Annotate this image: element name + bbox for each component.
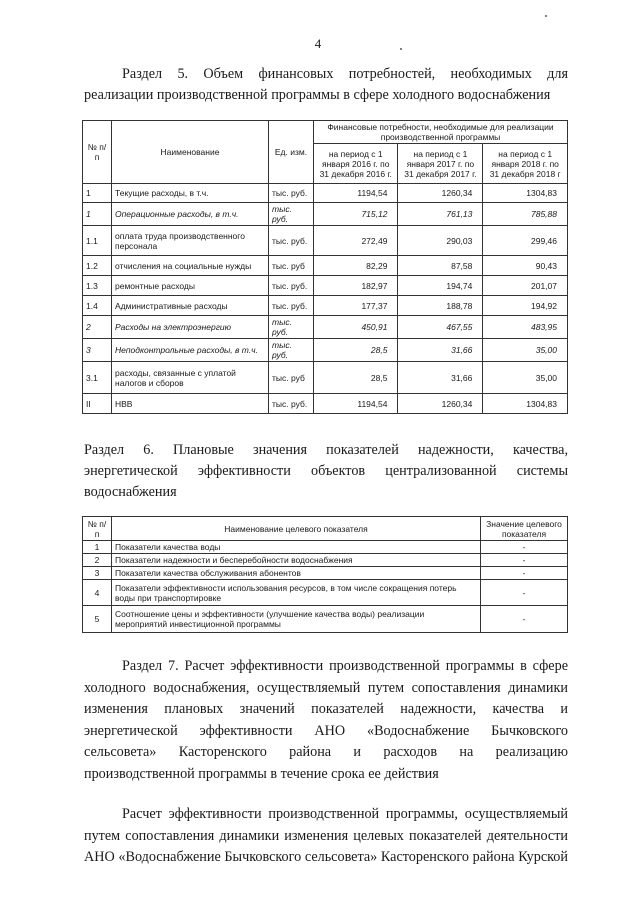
table-row [83,339,568,362]
section6-heading-line2: энергетической эффективности объектов централизованной системы [84,463,568,479]
table-row [83,567,568,580]
row-name: расходы, связанные с уплатой налогов и сборов [112,362,269,394]
row-value-2017: 761,13 [398,203,483,226]
row-name: ремонтные расходы [112,276,269,296]
table-row [83,296,568,316]
row-value: - [481,541,568,554]
row-value-2018: 201,07 [483,276,568,296]
row-num: 1 [83,203,112,226]
col-header-period-2016: на период с 1 января 2016 г. по 31 декабря 2016 г. [314,144,398,184]
row-unit: тыс. руб. [269,203,314,226]
row-name: Показатели качества воды [112,541,481,554]
row-value-2017: 1260,34 [398,394,483,414]
row-unit: тыс. руб. [269,276,314,296]
row-name: Показатели эффективности использования ресурсов, в том числе сокращения потерь воды при транспортировке [112,580,481,606]
col-header-value: Значение целевого показателя [481,517,568,541]
row-name: Соотношение цены и эффективности (улучшение качества воды) реализации мероприятий инвестиционной программы [112,606,481,633]
row-num: 1.1 [83,226,112,256]
row-value-2016: 177,37 [314,296,398,316]
row-value-2016: 1194,54 [314,184,398,203]
table-row [83,203,568,226]
row-name: НВВ [112,394,269,414]
row-unit: тыс. руб. [269,184,314,203]
row-unit: тыс. руб [269,362,314,394]
row-name: Расходы на электроэнергию [112,316,269,339]
section6-heading-line1: Раздел 6. Плановые значения показателей надежности, качества, [84,442,568,458]
row-num: 3.1 [83,362,112,394]
row-value: - [481,580,568,606]
row-num: II [83,394,112,414]
col-header-period-2018: на период с 1 января 2018 г. по 31 декабря 2018 г [483,144,568,184]
row-value-2017: 31,66 [398,339,483,362]
col-header-num: № п/п [83,121,112,184]
row-value-2018: 90,43 [483,256,568,276]
row-value-2016: 272,49 [314,226,398,256]
table-row [83,316,568,339]
row-num: 3 [83,567,112,580]
row-value-2018: 483,95 [483,316,568,339]
row-num: 1 [83,184,112,203]
row-value-2016: 182,97 [314,276,398,296]
row-name: Операционные расходы, в т.ч. [112,203,269,226]
row-name: Административные расходы [112,296,269,316]
row-value-2018: 194,92 [483,296,568,316]
col-header-fin: Финансовые потребности, необходимые для реализации производственной программы [314,121,568,144]
table-row [83,580,568,606]
target-indicators-table [82,516,568,633]
table-row [83,541,568,554]
row-value: - [481,554,568,567]
row-name: Показатели надежности и бесперебойности водоснабжения [112,554,481,567]
row-value-2018: 1304,83 [483,394,568,414]
col-header-unit: Ед. изм. [269,121,314,184]
row-num: 1.4 [83,296,112,316]
row-value: - [481,567,568,580]
row-num: 2 [83,554,112,567]
page-number: 4 [314,36,322,51]
table-row [83,394,568,414]
section5-heading: Раздел 5. Объем финансовых потребностей, необходимых для реализации производственной программы в сфере холодного водоснабжения [84,66,568,103]
col-header-name: Наименование целевого показателя [112,517,481,541]
financial-needs-table [82,120,568,414]
row-value-2017: 188,78 [398,296,483,316]
table-row [83,554,568,567]
row-value-2018: 35,00 [483,339,568,362]
row-value-2017: 194,74 [398,276,483,296]
scan-speck [400,48,402,50]
row-value-2016: 28,5 [314,339,398,362]
row-value-2017: 290,03 [398,226,483,256]
col-header-period-2017: на период с 1 января 2017 г. по 31 декабря 2017 г. [398,144,483,184]
row-value-2017: 467,55 [398,316,483,339]
row-value-2017: 1260,34 [398,184,483,203]
row-value-2018: 785,88 [483,203,568,226]
table-row [83,256,568,276]
row-unit: тыс. руб. [269,296,314,316]
table-row [83,184,568,203]
table-row [83,226,568,256]
row-unit: тыс. руб. [269,394,314,414]
row-num: 1.2 [83,256,112,276]
table-row [83,362,568,394]
row-value: - [481,606,568,633]
table-row [83,606,568,633]
row-value-2016: 28,5 [314,362,398,394]
row-name: Текущие расходы, в т.ч. [112,184,269,203]
row-value-2018: 35,00 [483,362,568,394]
row-num: 2 [83,316,112,339]
row-value-2016: 715,12 [314,203,398,226]
row-num: 1 [83,541,112,554]
row-value-2017: 87,58 [398,256,483,276]
row-unit: тыс. руб. [269,226,314,256]
col-header-name: Наименование [112,121,269,184]
row-name: отчисления на социальные нужды [112,256,269,276]
row-unit: тыс. руб. [269,316,314,339]
section6-heading-line3: водоснабжения [84,484,177,500]
row-unit: тыс. руб. [269,339,314,362]
row-value-2016: 82,29 [314,256,398,276]
col-header-num: № п/п [83,517,112,541]
row-num: 1.3 [83,276,112,296]
row-num: 3 [83,339,112,362]
row-num: 5 [83,606,112,633]
scan-speck [545,15,547,17]
row-value-2016: 450,91 [314,316,398,339]
row-name: Неподконтрольные расходы, в т.ч. [112,339,269,362]
body-paragraph: Расчет эффективности производственной программы, осуществляемый путем сопоставления динамики изменения целевых показателей деятельности АНО «Водоснабжение Бычковского сельсовета» Касторенского района Курской [84,806,568,865]
row-num: 4 [83,580,112,606]
row-name: оплата труда производственного персонала [112,226,269,256]
row-unit: тыс. руб [269,256,314,276]
row-value-2018: 299,46 [483,226,568,256]
row-value-2016: 1194,54 [314,394,398,414]
section7-heading: Раздел 7. Расчет эффективности производственной программы в сфере холодного водоснабжения, осуществляемый путем сопоставления динамики изменения плановых значений показателей надежности, качества и энергетической эффективности АНО «Водоснабжение Бычковского сельсовета» Касторенского района и расходов на реализацию производственной программы в течение срока ее действия [84,658,568,782]
table-row [83,276,568,296]
row-value-2018: 1304,83 [483,184,568,203]
row-name: Показатели качества обслуживания абонентов [112,567,481,580]
row-value-2017: 31,66 [398,362,483,394]
